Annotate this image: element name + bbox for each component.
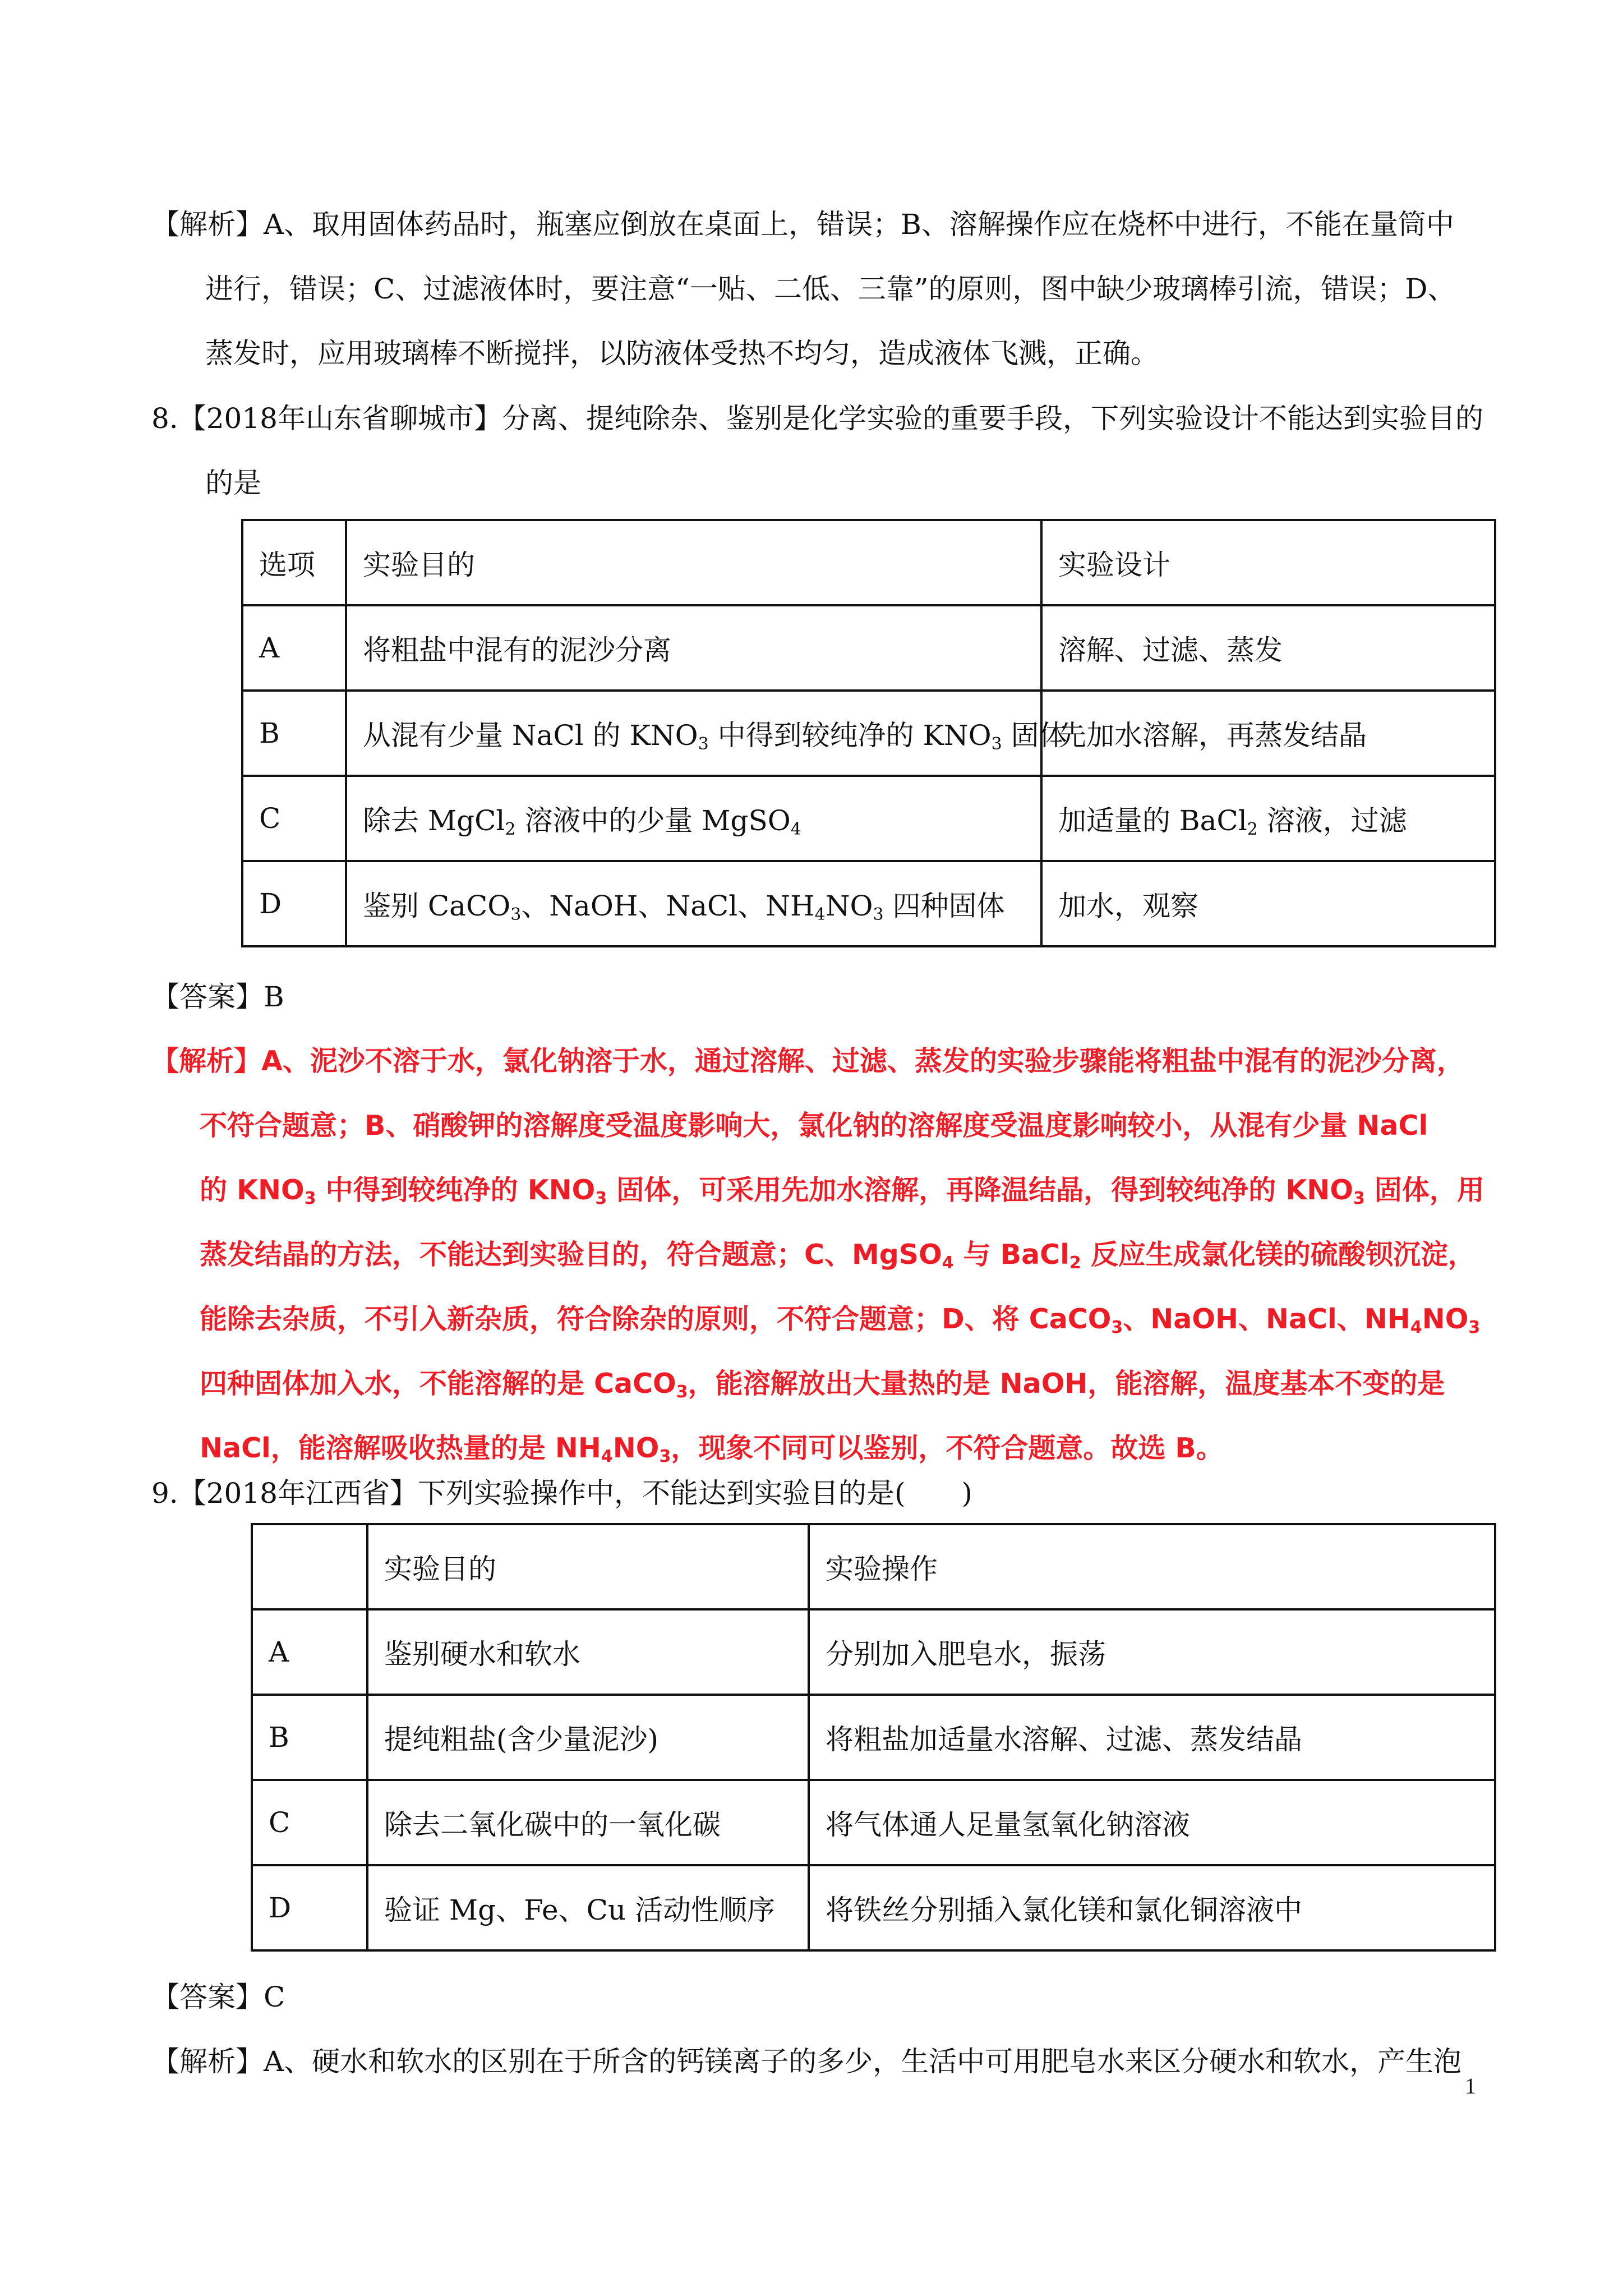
- row-design: 先加水溶解，再蒸发结晶: [1041, 691, 1495, 776]
- row-purpose: 提纯粗盐(含少量泥沙): [367, 1695, 809, 1780]
- q8-table: [241, 519, 1496, 947]
- row-option: A: [242, 605, 346, 691]
- row-purpose: 验证 Mg、Fe、Cu 活动性顺序: [367, 1865, 809, 1950]
- q9-table: [251, 1523, 1496, 1952]
- q9-answer: 【答案】C: [151, 1981, 285, 2013]
- row-option: D: [252, 1865, 367, 1950]
- q8-analysis-line-3: 的 $KNO_3$ 中得到较纯净的 $KNO_3$ 固体，可采用先加水溶解，再降温结晶，得到较纯净的 $KNO_3$ 固体，用: [200, 1174, 1484, 1208]
- row-purpose: 鉴别 CaCO$_3$、NaOH、NaCl、$NH_4NO_3$ 四种固体: [346, 861, 1041, 946]
- q9-analysis-line-1: 【解析】A、硬水和软水的区别在于所含的钙镁离子的多少，生活中可用肥皂水来区分硬水和软水，产生泡: [151, 2045, 1462, 2078]
- table-row: [252, 1609, 1495, 1695]
- row-design: 加水，观察: [1041, 861, 1495, 946]
- q8-analysis-line-1: 【解析】A、泥沙不溶于水，氯化钠溶于水，通过溶解、过滤、蒸发的实验步骤能将粗盐中混有的泥沙分离，: [151, 1045, 1464, 1077]
- row-option: A: [252, 1609, 367, 1695]
- q8-analysis-line-7: NaCl，能溶解吸收热量的是 $NH_4NO_3$，现象不同可以鉴别，不符合题意。故选 B。: [200, 1432, 1224, 1466]
- header-operation: 实验操作: [809, 1524, 1495, 1609]
- table-row: [242, 691, 1495, 776]
- q8-answer: 【答案】B: [151, 981, 284, 1013]
- row-operation: 将铁丝分别插入氯化镁和氯化铜溶液中: [809, 1865, 1495, 1950]
- header-purpose: 实验目的: [367, 1524, 809, 1609]
- q8-stem-line-1: 8.【2018年山东省聊城市】分离、提纯除杂、鉴别是化学实验的重要手段，下列实验设计不能达到实验目的: [151, 402, 1483, 435]
- table-row: [242, 776, 1495, 861]
- table-row: [242, 605, 1495, 691]
- table-row: [252, 1865, 1495, 1950]
- row-operation: 将粗盐加适量水溶解、过滤、蒸发结晶: [809, 1695, 1495, 1780]
- prev-analysis-line-3: 蒸发时，应用玻璃棒不断搅拌，以防液体受热不均匀，造成液体飞溅，正确。: [205, 337, 1159, 370]
- row-operation: 分别加入肥皂水，振荡: [809, 1609, 1495, 1695]
- row-option: B: [252, 1695, 367, 1780]
- row-purpose: 从混有少量 NaCl 的 $KNO_3$ 中得到较纯净的 $KNO_3$ 固体: [346, 691, 1041, 776]
- table-row: [252, 1780, 1495, 1865]
- table-header-row: [242, 520, 1495, 605]
- q9-stem: 9.【2018年江西省】下列实验操作中，不能达到实验目的是( ): [151, 1477, 972, 1510]
- row-purpose: 鉴别硬水和软水: [367, 1609, 809, 1695]
- row-design: 溶解、过滤、蒸发: [1041, 605, 1495, 691]
- row-purpose: 除去二氧化碳中的一氧化碳: [367, 1780, 809, 1865]
- header-purpose: 实验目的: [346, 520, 1041, 605]
- row-option: B: [242, 691, 346, 776]
- row-option: C: [242, 776, 346, 861]
- row-design: 加适量的 BaCl$_2$ 溶液，过滤: [1041, 776, 1495, 861]
- q8-analysis-line-5: 能除去杂质，不引入新杂质，符合除杂的原则，不符合题意；D、将 CaCO$_3$、NaOH、NaCl、$NH_4NO_3$: [200, 1303, 1481, 1337]
- table-row: [242, 861, 1495, 946]
- header-option: [252, 1524, 367, 1609]
- table-row: [252, 1695, 1495, 1780]
- table-header-row: [252, 1524, 1495, 1609]
- q8-analysis-line-6: 四种固体加入水，不能溶解的是 CaCO$_3$，能溶解放出大量热的是 NaOH，能溶解，温度基本不变的是: [200, 1368, 1445, 1402]
- row-purpose: 除去 MgCl$_2$ 溶液中的少量 MgSO$_4$: [346, 776, 1041, 861]
- prev-analysis-line-1: 【解析】A、取用固体药品时，瓶塞应倒放在桌面上，错误；B、溶解操作应在烧杯中进行，不能在量筒中: [151, 208, 1454, 241]
- q8-analysis-line-2: 不符合题意；B、硝酸钾的溶解度受温度影响大，氯化钠的溶解度受温度影响较小，从混有少量 NaCl: [200, 1110, 1428, 1142]
- row-operation: 将气体通人足量氢氧化钠溶液: [809, 1780, 1495, 1865]
- row-option: C: [252, 1780, 367, 1865]
- header-option: 选项: [242, 520, 346, 605]
- row-option: D: [242, 861, 346, 946]
- q8-stem-line-2: 的是: [205, 467, 261, 499]
- page-number: 1: [1465, 2073, 1476, 2099]
- prev-analysis-line-2: 进行，错误；C、过滤液体时，要注意“一贴、二低、三靠”的原则，图中缺少玻璃棒引流，错误；D、: [205, 273, 1456, 305]
- row-purpose: 将粗盐中混有的泥沙分离: [346, 605, 1041, 691]
- q8-analysis-line-4: 蒸发结晶的方法，不能达到实验目的，符合题意；C、MgSO$_4$ 与 BaCl$_2$ 反应生成氯化镁的硫酸钡沉淀，: [200, 1239, 1476, 1273]
- header-design: 实验设计: [1041, 520, 1495, 605]
